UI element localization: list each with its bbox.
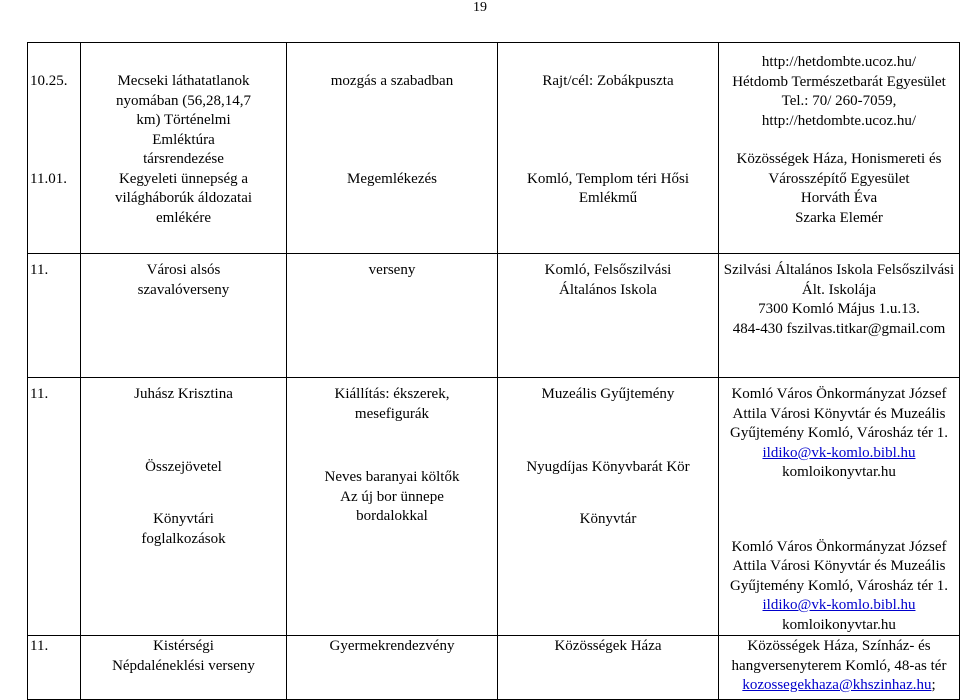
event-place-cell [498, 378, 719, 636]
organizer-cell [719, 43, 960, 254]
event-name-line: szavalóverseny [137, 281, 230, 298]
organizer-line: Komló Város Önkormányzat József [731, 386, 947, 402]
organizer-line: 7300 Komló Május 1.u.13. [758, 301, 920, 317]
event-place-cell [498, 254, 719, 378]
event-name-cell [81, 378, 287, 636]
organizer-line: hangversenyterem Komló, 48-as tér [731, 657, 947, 674]
table-row [28, 378, 960, 636]
organizer-line: Hétdomb Természetbarát Egyesület [732, 73, 946, 90]
event-table [27, 42, 960, 700]
event-type-cell [287, 254, 498, 378]
event-name-cell [81, 636, 287, 700]
email-link[interactable]: kozossegekhaza@khszinhaz.hu [742, 677, 932, 693]
organizer-line: Komló Város Önkormányzat József [731, 538, 947, 555]
organizer-line: Attila Városi Könyvtár és Muzeális [732, 405, 946, 422]
punctuation: ; [931, 677, 936, 693]
organizer-line: Szilvási Általános Iskola Felsőszilvási [723, 262, 955, 278]
event-table-sheet [27, 42, 957, 697]
organizer-line: Attila Városi Könyvtár és Muzeális [732, 558, 946, 574]
event-place-text: Könyvtár [579, 511, 637, 527]
date-text: 11. [30, 262, 49, 278]
table-row [28, 254, 960, 378]
date-cell [28, 254, 81, 378]
event-name-cell [81, 254, 287, 378]
organizer-line: http://hetdombte.ucoz.hu/ [761, 112, 917, 129]
event-name-line: társrendezése [143, 151, 224, 167]
organizer-cell [719, 378, 960, 636]
event-type-text: Megemlékezés [347, 170, 437, 187]
organizer-cell [719, 636, 960, 700]
date-text: 11.01. [30, 170, 67, 187]
organizer-line: Szarka Elemér [795, 209, 883, 226]
organizer-line: Horváth Éva [800, 190, 878, 206]
event-name-line: Emléktúra [152, 131, 215, 148]
event-type-cell [287, 43, 498, 254]
event-place-cell [498, 43, 719, 254]
event-type-cell [287, 378, 498, 636]
event-type-text: bordalokkal [356, 508, 428, 524]
event-name-line: Kegyeleti ünnepség a [118, 170, 249, 187]
event-name-line: nyomában (56,28,14,7 [116, 92, 251, 109]
event-type-cell [287, 636, 498, 700]
date-text: 11. [30, 386, 49, 402]
event-place-text: Általános Iskola [559, 281, 657, 298]
page-number: 19 [473, 0, 487, 15]
event-name-line: Juhász Krisztina [134, 386, 233, 402]
event-name-line: Könyvtári [153, 511, 214, 527]
table-row [28, 636, 960, 700]
email-link[interactable]: ildiko@vk-komlo.bibl.hu [762, 444, 916, 461]
date-cell [28, 43, 81, 254]
event-name-line: foglalkozások [141, 530, 226, 547]
event-place-text: Közösségek Háza [554, 638, 662, 654]
event-place-text: Rajt/cél: Zobákpuszta [542, 73, 674, 89]
organizer-line: http://hetdombte.ucoz.hu/ [761, 54, 917, 70]
event-name-line: km) Történelmi [136, 112, 231, 128]
table-row [28, 43, 960, 254]
event-name-line: Népdaléneklési verseny [112, 657, 255, 674]
event-name-line: világháborúk áldozatai [114, 190, 253, 206]
event-place-text: Muzeális Gyűjtemény [541, 386, 675, 402]
event-type-text: Kiállítás: ékszerek, [334, 386, 450, 402]
organizer-line: Gyűjtemény Komló, Városház tér 1. [729, 425, 948, 441]
event-name-line: Városi alsós [146, 262, 221, 278]
event-type-text: mozgás a szabadban [330, 73, 454, 89]
event-type-text: mesefigurák [354, 405, 430, 422]
event-place-text: Nyugdíjas Könyvbarát Kör [526, 458, 690, 475]
event-type-text: Gyermekrendezvény [329, 638, 455, 654]
event-place-text: Komló, Felsőszilvási [544, 262, 672, 278]
website-text: komloikonyvtar.hu [782, 616, 896, 633]
email-link[interactable]: ildiko@vk-komlo.bibl.hu [762, 597, 916, 613]
date-cell [28, 378, 81, 636]
event-name-line: emlékére [156, 209, 211, 226]
organizer-line: Közösségek Háza, Honismereti és [736, 151, 942, 167]
date-text: 11. [30, 638, 49, 654]
date-text: 10.25. [30, 73, 68, 89]
event-name-line: Mecseki láthatatlanok [117, 73, 250, 89]
organizer-line: Városszépítő Egyesület [768, 170, 910, 187]
event-name-line: Összejövetel [145, 458, 222, 475]
event-name-line: Kistérségi [153, 638, 214, 654]
event-place-text: Komló, Templom téri Hősi [527, 170, 689, 187]
organizer-line: Közösségek Háza, Színház- és [747, 638, 931, 654]
event-place-cell [498, 636, 719, 700]
organizer-cell [719, 254, 960, 378]
website-text: komloikonyvtar.hu [782, 464, 896, 480]
event-place-text: Emlékmű [578, 190, 638, 206]
organizer-line: Tel.: 70/ 260-7059, [781, 93, 897, 109]
event-type-text: Neves baranyai költők [324, 469, 460, 485]
organizer-line: 484-430 fszilvas.titkar@gmail.com [732, 320, 946, 337]
date-cell [28, 636, 81, 700]
event-name-cell [81, 43, 287, 254]
organizer-line: Gyűjtemény Komló, Városház tér 1. [729, 577, 948, 594]
organizer-line: Ált. Iskolája [801, 281, 877, 298]
event-type-text: Az új bor ünnepe [340, 488, 444, 505]
event-type-text: verseny [368, 262, 416, 278]
